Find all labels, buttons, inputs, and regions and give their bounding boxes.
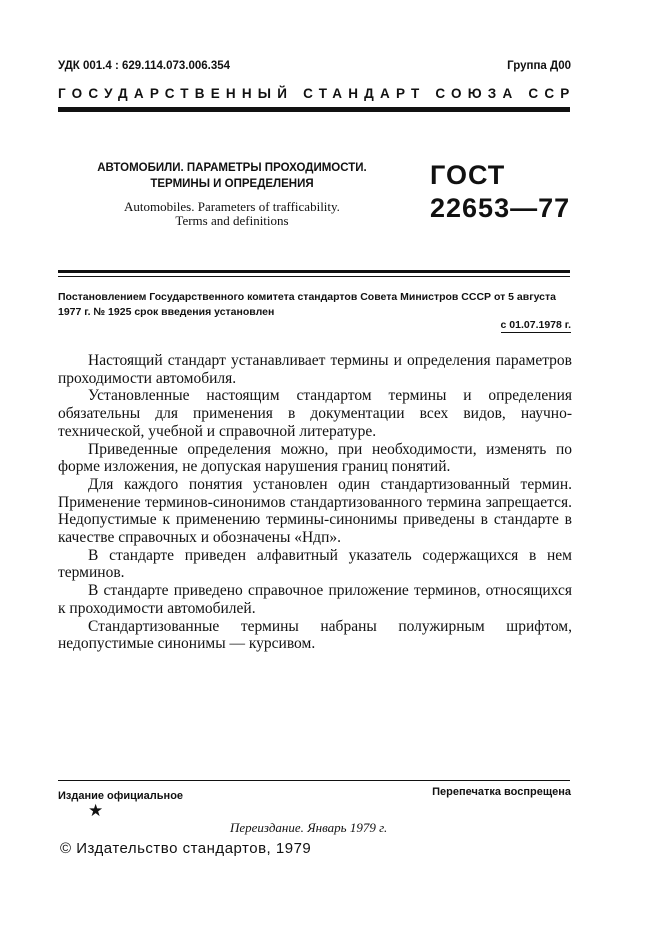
decree-text: Постановлением Государственного комитета стандартов Совета Министров СССР от 5 августа 1977 г. № 1925 срок введения установлен	[58, 291, 557, 318]
body-text	[58, 352, 572, 653]
effective-date-value: с 01.07.1978 г.	[500, 319, 571, 331]
title-english-line-1: Automobiles. Parameters of trafficability.	[124, 199, 340, 214]
body-paragraph: Настоящий стандарт устанавливает термины и определения параметров проходимости автомобиля.	[58, 352, 572, 387]
body-paragraph: Установленные настоящим стандартом термины и определения обязательны для применения в документации всех видов, научно-технической, учебной и справочной литературе.	[58, 387, 572, 440]
title-russian-line-1: АВТОМОБИЛИ. ПАРАМЕТРЫ ПРОХОДИМОСТИ.	[97, 162, 367, 174]
body-paragraph: Стандартизованные термины набраны полужирным шрифтом, недопустимые синонимы — курсивом.	[58, 617, 572, 653]
reissue-note: Переиздание. Январь 1979 г.	[230, 820, 388, 835]
title-russian	[72, 160, 392, 192]
title-rule-thick	[58, 270, 570, 273]
title-rule-thin	[58, 276, 570, 277]
gost-label: ГОСТ	[430, 160, 506, 190]
reprint-prohibited-label: Перепечатка воспрещена	[432, 786, 571, 798]
footer-rule	[58, 780, 570, 781]
title-russian-line-2: ТЕРМИНЫ И ОПРЕДЕЛЕНИЯ	[150, 178, 314, 190]
gost-number: 22653—77	[430, 193, 571, 223]
star-icon: ★	[88, 801, 104, 820]
effective-date	[501, 319, 571, 331]
state-standard-heading: ГОСУДАРСТВЕННЫЙ СТАНДАРТ СОЮЗА ССР	[58, 86, 576, 101]
udk-code: УДК 001.4 : 629.114.073.006.354	[58, 60, 231, 72]
header-rule	[58, 107, 570, 112]
title-english	[72, 200, 392, 228]
copyright-line: © Издательство стандартов, 1979	[60, 840, 312, 857]
body-paragraph: Для каждого понятия установлен один стандартизованный термин. Применение терминов-синонимов стандартизованного термина запрещается. Недопустимые к применению термины-синонимы приведены в стандарте в качестве справочных и обозначены «Ндп».	[58, 475, 572, 547]
body-paragraph: В стандарте приведен алфавитный указатель содержащихся в нем терминов.	[58, 546, 572, 582]
official-edition-label: Издание официальное	[58, 790, 184, 802]
body-paragraph: Приведенные определения можно, при необходимости, изменять по форме изложения, не допуская нарушения границ понятий.	[58, 440, 572, 476]
body-paragraph: В стандарте приведено справочное приложение терминов, относящихся к проходимости автомобилей.	[58, 582, 572, 617]
title-english-line-2: Terms and definitions	[175, 213, 289, 228]
group-code: Группа Д00	[507, 60, 571, 72]
